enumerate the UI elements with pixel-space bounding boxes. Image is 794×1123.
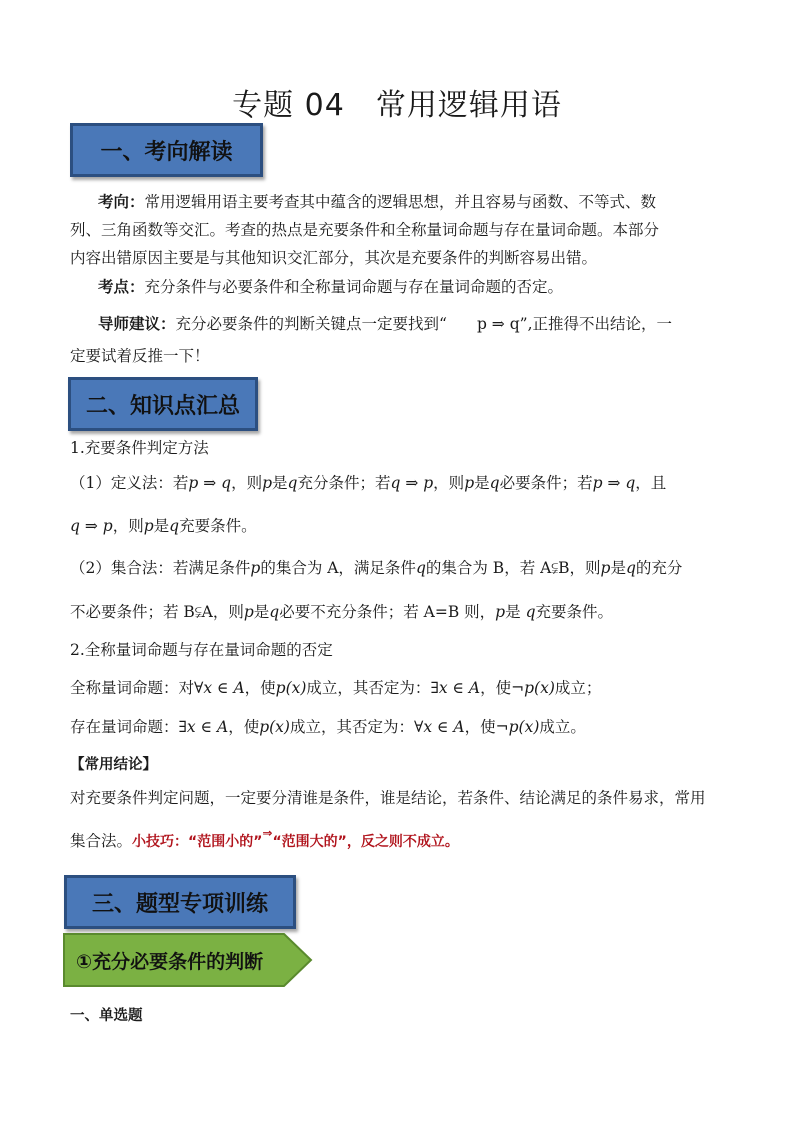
- text: 的集合为 B，若 A⫋B，则: [425, 559, 601, 577]
- text: 全称量词命题：对: [70, 679, 195, 697]
- knowledge-heading-2: 2.全称量词命题与存在量词命题的否定: [70, 641, 333, 659]
- text: 充要条件。: [179, 517, 257, 535]
- var-q: q: [269, 603, 280, 621]
- text: （2）集合法：若满足条件: [70, 559, 251, 577]
- formula-p-implies-q: p ⇒ q: [188, 474, 232, 492]
- section-banner-2-label: 二、知识点汇总: [85, 393, 240, 419]
- advice-text-1: 充分必要条件的判断关键点一定要找到“: [175, 315, 447, 333]
- text: 不必要条件；若 B⫋A，则: [70, 603, 244, 621]
- formula-px: p(x): [259, 718, 290, 736]
- tip-text-a: 小技巧：“范围小的”: [132, 834, 263, 850]
- text: 的集合为 A，满足条件: [260, 559, 416, 577]
- kaoxiang-text-1: 常用逻辑用语主要考查其中蕴含的逻辑思想，并且容易与函数、不等式、数: [144, 193, 657, 211]
- text: ，且: [635, 474, 667, 492]
- formula-p-implies-q: p ⇒ q: [592, 474, 636, 492]
- var-p: p: [495, 603, 506, 621]
- knowledge-heading-1: 1.充要条件判定方法: [70, 439, 209, 457]
- set-method-line-2: [70, 598, 750, 626]
- tip-text-b: “范围大的”，反之则不成立。: [272, 834, 459, 850]
- text: ，使: [228, 718, 260, 736]
- text: ，使: [480, 679, 512, 697]
- definition-method-line-2: [70, 512, 257, 540]
- var-q: q: [169, 517, 180, 535]
- text: 成立，其否定为：: [306, 679, 431, 697]
- section-banner-3: [64, 875, 296, 929]
- question-type-tag: [62, 932, 314, 988]
- text: ，使: [464, 718, 496, 736]
- section-banner-3-label: 三、题型专项训练: [91, 891, 268, 917]
- var-p: p: [464, 474, 475, 492]
- var-q: q: [287, 474, 298, 492]
- text: 是: [505, 603, 521, 621]
- var-p: p: [250, 559, 261, 577]
- kaoxiang-line-3: 内容出错原因主要是与其他知识交汇部分，其次是充要条件的判断容易出错。: [70, 249, 598, 267]
- var-p: p: [243, 603, 254, 621]
- text: ，则: [112, 517, 144, 535]
- kaodian-text: 充分条件与必要条件和全称量词命题与存在量词命题的否定。: [144, 278, 564, 296]
- text: 存在量词命题：: [70, 718, 179, 736]
- definition-method-line-1: [70, 469, 750, 497]
- formula-forall: ∀x ∈ A: [194, 679, 245, 697]
- text: 是: [272, 474, 288, 492]
- text: 充分条件；若: [297, 474, 391, 492]
- conclusion-line-2: [70, 827, 459, 856]
- formula-q-implies-p: q ⇒ p: [70, 517, 113, 535]
- text: 的充分: [635, 559, 683, 577]
- var-q: q: [489, 474, 500, 492]
- conclusion-line-1: 对充要条件判定问题，一定要分清谁是条件，谁是结论，若条件、结论满足的条件易求，常用: [70, 789, 706, 807]
- formula-exists: ∃x ∈ A: [178, 718, 229, 736]
- text: 是: [253, 603, 270, 621]
- text: 充要条件。: [535, 603, 614, 621]
- section-banner-1: [70, 123, 263, 177]
- subsection-single-choice: 一、单选题: [70, 1008, 143, 1024]
- var-q: q: [415, 559, 426, 577]
- kaoxiang-label: 考向：: [98, 193, 145, 211]
- advice-formula: p ⇒ q: [476, 315, 520, 333]
- formula-q-implies-p: q ⇒ p: [390, 474, 434, 492]
- var-p: p: [600, 559, 611, 577]
- advice-label: 导师建议：: [98, 315, 176, 333]
- text: 成立；: [554, 679, 602, 697]
- formula-exists: ∃x ∈ A: [430, 679, 481, 697]
- text: 是: [153, 517, 170, 535]
- page-title: 专题 04 常用逻辑用语: [232, 88, 562, 123]
- text: 必要不充分条件；若 A=B 则，: [279, 603, 496, 621]
- text: 成立，其否定为：: [289, 718, 414, 736]
- text: 集合法。: [70, 832, 133, 850]
- formula-not-px: ¬p(x): [511, 679, 555, 697]
- kaoxiang-line-1: [98, 188, 738, 216]
- text: ，则: [433, 474, 465, 492]
- set-method-line-1: [70, 554, 750, 582]
- formula-px: p(x): [275, 679, 307, 697]
- section-banner-2: [68, 377, 258, 431]
- kaoxiang-line-2: 列、三角函数等交汇。考查的热点是充要条件和全称量词命题与存在量词命题。本部分: [70, 221, 660, 239]
- existential-proposition-line: [70, 713, 586, 741]
- var-p: p: [143, 517, 154, 535]
- advice-line-1: [98, 310, 738, 338]
- text: ，使: [244, 679, 276, 697]
- text: 必要条件；若: [499, 474, 593, 492]
- text: ，则: [231, 474, 263, 492]
- text: 成立。: [539, 718, 586, 736]
- var-q: q: [625, 559, 636, 577]
- section-banner-1-label: 一、考向解读: [100, 139, 233, 165]
- text: 是: [610, 559, 626, 577]
- implies-arrow-icon: ⇒: [262, 826, 273, 840]
- var-q: q: [525, 603, 536, 621]
- kaodian-line: [98, 273, 738, 301]
- advice-text-2: ”,正推得不出结论，一: [519, 315, 672, 333]
- text: 是: [474, 474, 490, 492]
- formula-not-px: ¬p(x): [495, 718, 540, 736]
- question-type-tag-label: ①充分必要条件的判断: [76, 951, 264, 973]
- kaodian-label: 考点：: [98, 278, 145, 296]
- text: （1）定义法：若: [70, 474, 189, 492]
- conclusion-heading: 【常用结论】: [70, 757, 157, 773]
- universal-proposition-line: [70, 674, 601, 702]
- var-p: p: [262, 474, 273, 492]
- advice-line-2: 定要试着反推一下！: [70, 347, 210, 365]
- formula-forall: ∀x ∈ A: [413, 718, 465, 736]
